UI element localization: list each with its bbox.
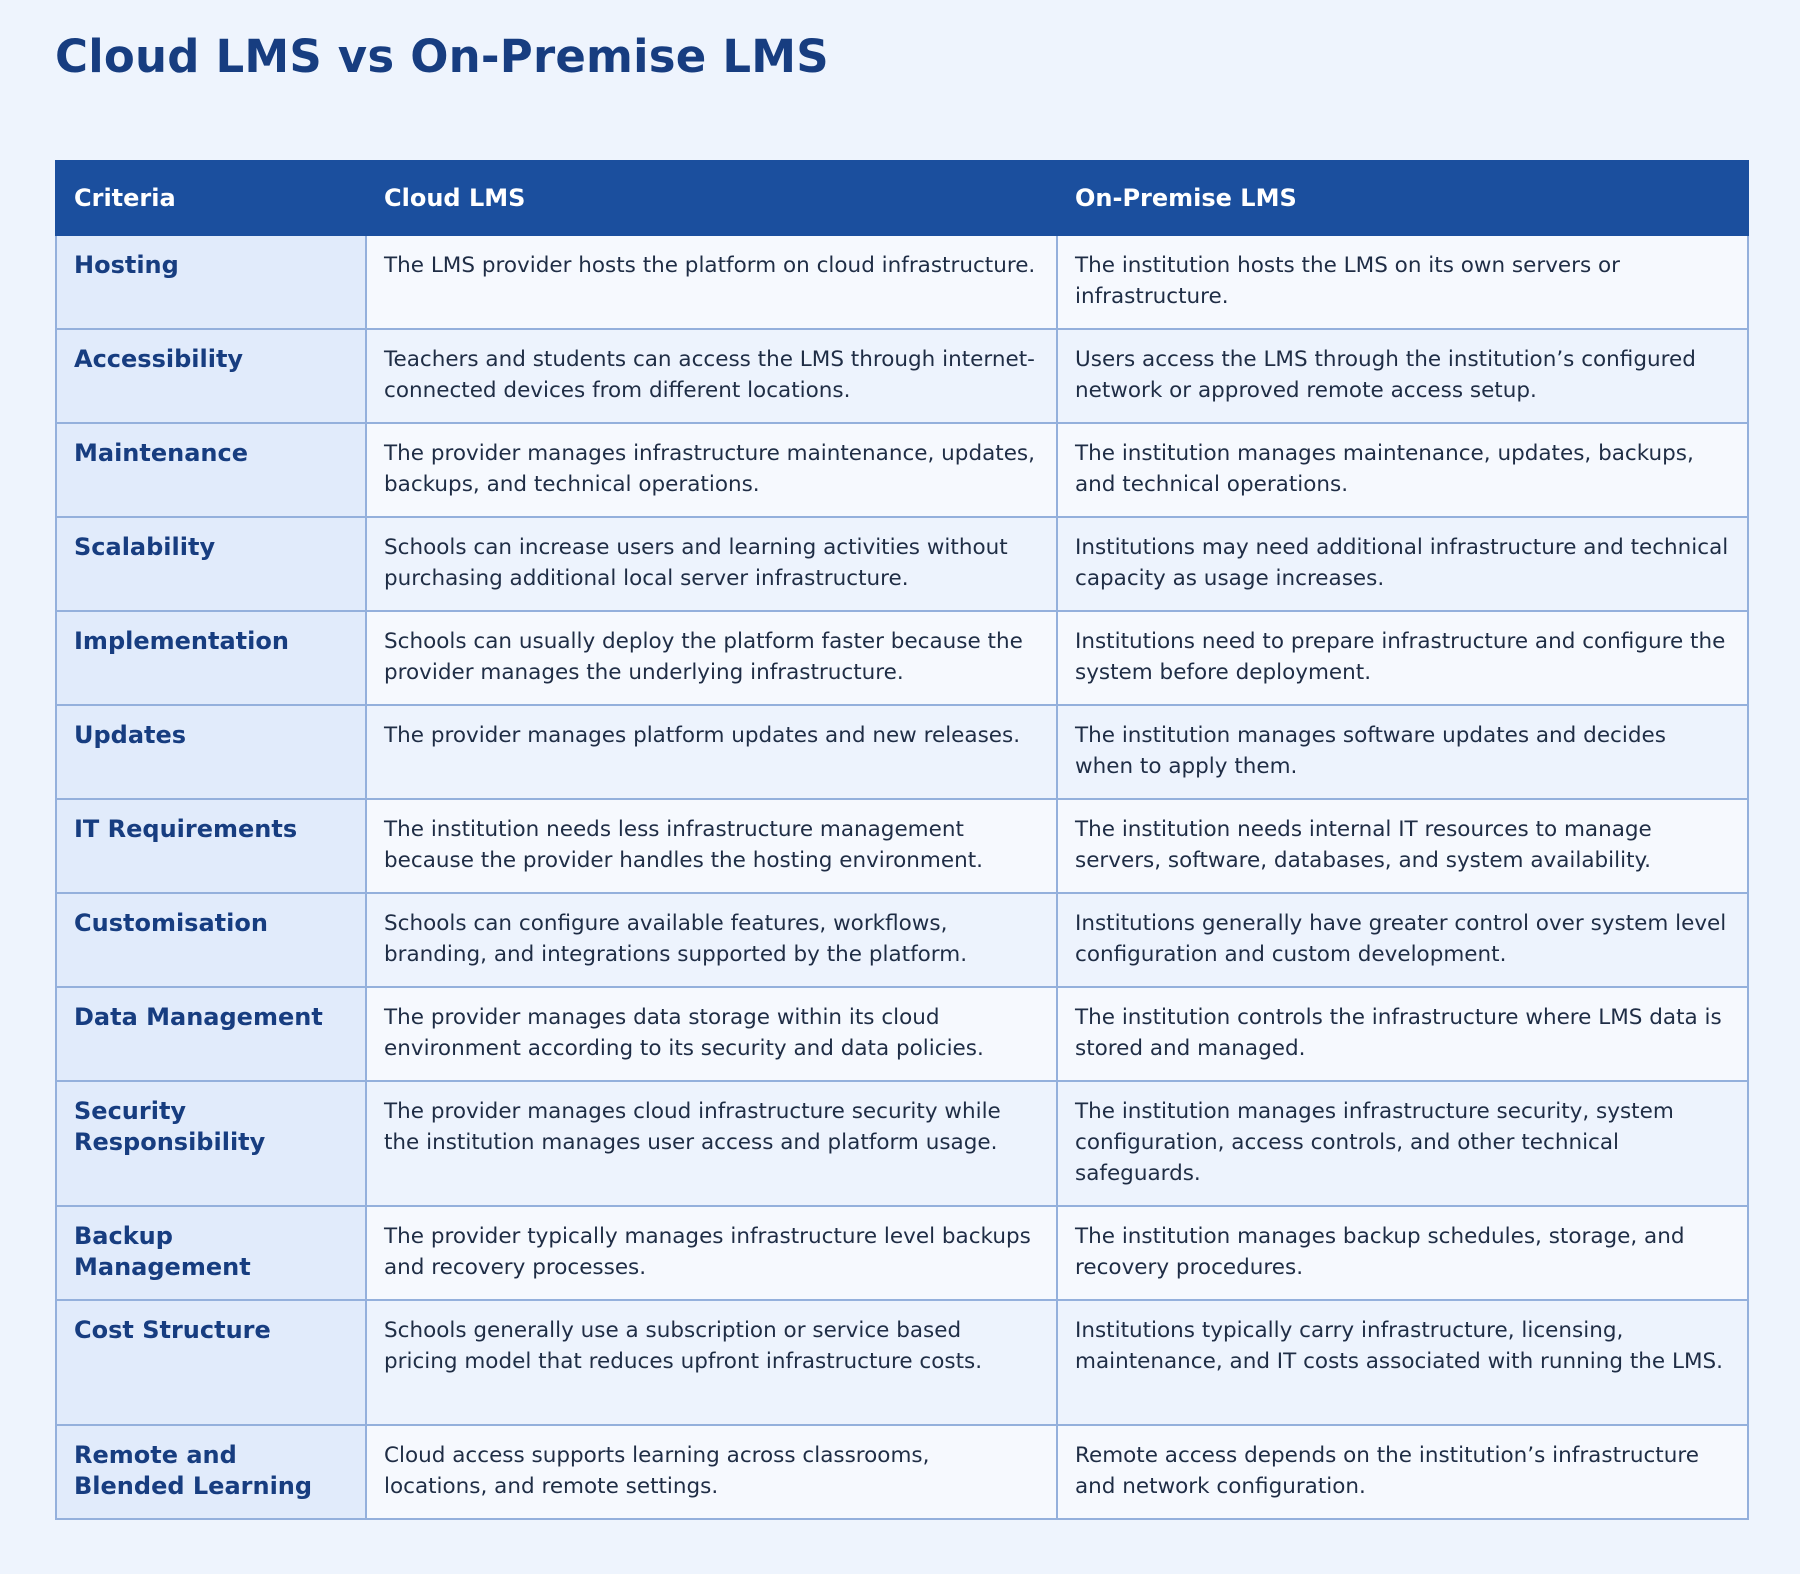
table-row (56, 893, 1748, 987)
criteria-cell: Updates (56, 705, 366, 799)
cloud-cell: The provider manages platform updates and new releases. (366, 705, 1057, 799)
cloud-cell: The provider typically manages infrastructure level backups and recovery processes. (366, 1206, 1057, 1300)
on-premise-cell: Institutions need to prepare infrastructure and configure the system before deployment. (1057, 611, 1748, 705)
criteria-cell: Scalability (56, 517, 366, 611)
header-cloud-lms: Cloud LMS (366, 161, 1057, 235)
table-row (56, 1081, 1748, 1206)
cloud-cell: Schools can usually deploy the platform faster because the provider manages the underlying infrastructure. (366, 611, 1057, 705)
cloud-cell: The provider manages cloud infrastructure security while the institution manages user access and platform usage. (366, 1081, 1057, 1206)
comparison-table (55, 160, 1749, 1520)
table-header (56, 161, 1748, 235)
on-premise-cell: The institution needs internal IT resources to manage servers, software, databases, and system availability. (1057, 799, 1748, 893)
on-premise-cell: The institution manages software updates and decides when to apply them. (1057, 705, 1748, 799)
criteria-cell: Accessibility (56, 329, 366, 423)
on-premise-cell: The institution manages backup schedules, storage, and recovery procedures. (1057, 1206, 1748, 1300)
criteria-cell: Cost Structure (56, 1300, 366, 1425)
criteria-cell: IT Requirements (56, 799, 366, 893)
cloud-cell: Teachers and students can access the LMS through internet-connected devices from different locations. (366, 329, 1057, 423)
criteria-cell: Hosting (56, 235, 366, 329)
header-on-premise-lms: On-Premise LMS (1057, 161, 1748, 235)
table-row (56, 1206, 1748, 1300)
table-row (56, 329, 1748, 423)
table-row (56, 235, 1748, 329)
table-row (56, 705, 1748, 799)
on-premise-cell: The institution manages infrastructure security, system configuration, access controls, and other technical safeguards. (1057, 1081, 1748, 1206)
criteria-cell: Customisation (56, 893, 366, 987)
table-row (56, 1300, 1748, 1425)
page-title: Cloud LMS vs On-Premise LMS (55, 30, 829, 83)
on-premise-cell: Institutions may need additional infrastructure and technical capacity as usage increases. (1057, 517, 1748, 611)
cloud-cell: Schools can configure available features, workflows, branding, and integrations supported by the platform. (366, 893, 1057, 987)
on-premise-cell: Remote access depends on the institution’s infrastructure and network configuration. (1057, 1425, 1748, 1519)
table-row (56, 987, 1748, 1081)
table-row (56, 423, 1748, 517)
header-criteria: Criteria (56, 161, 366, 235)
table-body (56, 235, 1748, 1519)
cloud-cell: Cloud access supports learning across classrooms, locations, and remote settings. (366, 1425, 1057, 1519)
criteria-cell: Implementation (56, 611, 366, 705)
header-row (56, 161, 1748, 235)
on-premise-cell: Institutions typically carry infrastructure, licensing, maintenance, and IT costs associated with running the LMS. (1057, 1300, 1748, 1425)
table-row (56, 799, 1748, 893)
table-row (56, 1425, 1748, 1519)
table-row (56, 517, 1748, 611)
criteria-cell: Backup Management (56, 1206, 366, 1300)
on-premise-cell: Users access the LMS through the institution’s configured network or approved remote access setup. (1057, 329, 1748, 423)
cloud-cell: The LMS provider hosts the platform on cloud infrastructure. (366, 235, 1057, 329)
on-premise-cell: The institution hosts the LMS on its own servers or infrastructure. (1057, 235, 1748, 329)
criteria-cell: Maintenance (56, 423, 366, 517)
cloud-cell: The provider manages data storage within its cloud environment according to its security and data policies. (366, 987, 1057, 1081)
on-premise-cell: The institution controls the infrastructure where LMS data is stored and managed. (1057, 987, 1748, 1081)
cloud-cell: The provider manages infrastructure maintenance, updates, backups, and technical operations. (366, 423, 1057, 517)
cloud-cell: Schools can increase users and learning activities without purchasing additional local server infrastructure. (366, 517, 1057, 611)
criteria-cell: Data Management (56, 987, 366, 1081)
on-premise-cell: Institutions generally have greater control over system level configuration and custom development. (1057, 893, 1748, 987)
cloud-cell: The institution needs less infrastructure management because the provider handles the hosting environment. (366, 799, 1057, 893)
cloud-cell: Schools generally use a subscription or service based pricing model that reduces upfront infrastructure costs. (366, 1300, 1057, 1425)
criteria-cell: Remote and Blended Learning (56, 1425, 366, 1519)
criteria-cell: Security Responsibility (56, 1081, 366, 1206)
on-premise-cell: The institution manages maintenance, updates, backups, and technical operations. (1057, 423, 1748, 517)
table-row (56, 611, 1748, 705)
